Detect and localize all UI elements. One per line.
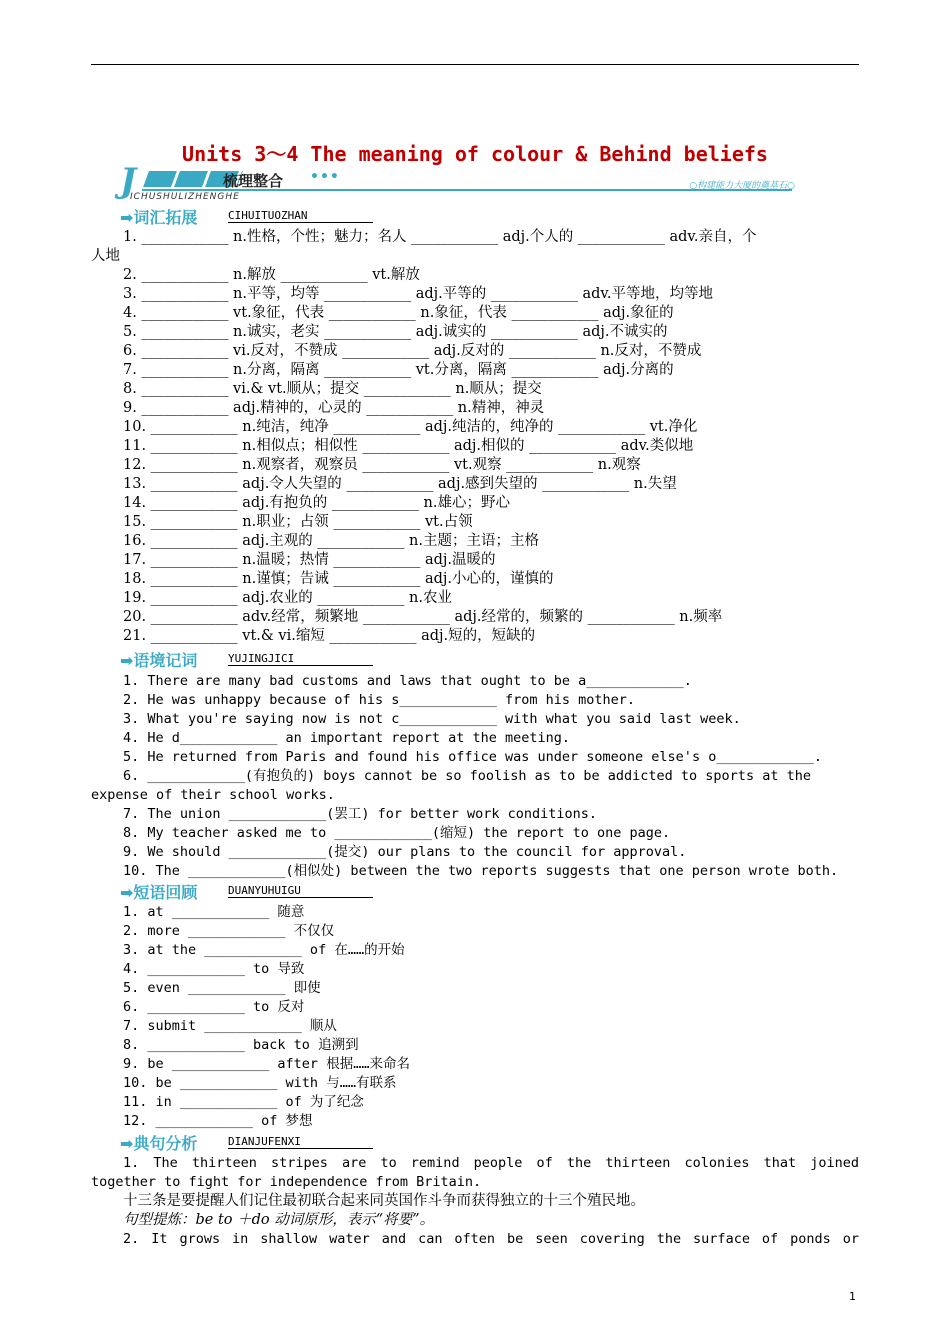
vocab-line: 12. ____________ n.观察者，观察员 ____________ vt.观察 ____________ n.观察 [123, 457, 641, 473]
sentence-pattern: 句型提炼：be to ＋do 动词原形，表示“将要”。 [123, 1212, 435, 1228]
context-line: 6. ____________(有抱负的) boys cannot be so foolish as to be addicted to sports at the [123, 768, 811, 784]
vocab-line: 15. ____________ n.职业；占领 ____________ vt.占领 [123, 514, 473, 530]
header-rule [91, 64, 859, 65]
banner-title: 梳理整合 [223, 172, 284, 190]
vocab-line: 11. ____________ n.相似点；相似性 ____________ adj.相似的 ____________ adv.类似地 [123, 438, 694, 454]
section-vocab-heading [120, 205, 380, 225]
vocab-line: 16. ____________ adj.主观的 ____________ n.主题；主语；主格 [123, 533, 539, 549]
context-line: 2. He was unhappy because of his s____________ from his mother. [123, 692, 636, 708]
phrase-line: 9. be ____________ after 根据……来命名 [123, 1056, 410, 1072]
vocab-line: 17. ____________ n.温暖；热情 ____________ adj.温暖的 [123, 552, 496, 568]
section-title: ➡典句分析 [120, 1134, 198, 1153]
vocab-line: 10. ____________ n.纯洁，纯净 ____________ adj.纯洁的，纯净的 ____________ vt.净化 [123, 419, 698, 435]
context-line: 7. The union ____________(罢工) for better work conditions. [123, 806, 598, 822]
context-line: 1. There are many bad customs and laws that ought to be a____________. [123, 673, 692, 689]
vocab-line: 2. ____________ n.解放 ____________ vt.解放 [123, 267, 420, 283]
context-line: 9. We should ____________(提交) our plans to the council for approval. [123, 844, 687, 860]
section-pinyin: CIHUITUOZHAN [228, 209, 373, 223]
sentence-line: 1. The thirteen stripes are to remind people of the thirteen colonies that joined [123, 1155, 859, 1171]
section-pinyin: YUJINGJICI [228, 652, 373, 666]
context-line: 4. He d____________ an important report at the meeting. [123, 730, 571, 746]
section-pinyin: DUANYUHUIGU [228, 884, 373, 898]
vocab-line: 13. ____________ adj.令人失望的 ____________ adj.感到失望的 ____________ n.失望 [123, 476, 677, 492]
section-title: ➡语境记词 [120, 651, 198, 670]
vocab-line: 20. ____________ adv.经常，频繁地 ____________ adj.经常的，频繁的 ____________ n.频率 [123, 609, 723, 625]
context-line: 3. What you're saying now is not c____________ with what you said last week. [123, 711, 741, 727]
vocab-line: 19. ____________ adj.农业的 ____________ n.农业 [123, 590, 452, 606]
banner-dots: ••• [310, 169, 340, 185]
page-title: Units 3～4 The meaning of colour & Behind beliefs [182, 142, 768, 166]
sentence-line: together to fight for independence from Britain. [91, 1174, 482, 1190]
vocab-line: 6. ____________ vi.反对，不赞成 ____________ adj.反对的 ____________ n.反对，不赞成 [123, 343, 702, 359]
banner-logo-letter: J [120, 161, 137, 201]
vocab-line: 21. ____________ vt.& vi.缩短 ____________ adj.短的，短缺的 [123, 628, 536, 644]
phrase-line: 11. in ____________ of 为了纪念 [123, 1094, 364, 1110]
phrase-line: 8. ____________ back to 追溯到 [123, 1037, 359, 1053]
banner-pinyin: ICHUSHULIZHENGHE [130, 192, 240, 202]
vocab-line: 3. ____________ n.平等，均等 ____________ adj.平等的 ____________ adv.平等地，均等地 [123, 286, 713, 302]
context-line: expense of their school works. [91, 787, 335, 803]
context-line: 5. He returned from Paris and found his office was under someone else's o____________. [123, 749, 822, 765]
vocab-line: 1. ____________ n.性格，个性；魅力；名人 ____________ adj.个人的 ____________ adv.亲自，个 [123, 229, 757, 245]
vocab-line: 18. ____________ n.谨慎；告诫 ____________ adj.小心的，谨慎的 [123, 571, 554, 587]
page-number: 1 [849, 1290, 856, 1303]
vocab-line: 5. ____________ n.诚实，老实 ____________ adj.诚实的 ____________ adj.不诚实的 [123, 324, 668, 340]
section-phrases-heading [120, 880, 380, 900]
sentence-line: 2. It grows in shallow water and can often be seen covering the surface of ponds or [123, 1231, 859, 1247]
phrase-line: 4. ____________ to 导致 [123, 961, 305, 977]
vocab-line: 8. ____________ vi.& vt.顺从；提交 ____________ n.顺从；提交 [123, 381, 542, 397]
section-banner [120, 161, 800, 203]
section-sentences-heading [120, 1131, 380, 1151]
phrase-line: 2. more ____________ 不仅仅 [123, 923, 335, 939]
phrase-line: 7. submit ____________ 顺从 [123, 1018, 337, 1034]
vocab-line: 9. ____________ adj.精神的，心灵的 ____________ n.精神，神灵 [123, 400, 545, 416]
phrase-line: 1. at ____________ 随意 [123, 904, 305, 920]
banner-slogan: ○构建能力大厦的奠基石○ [689, 181, 795, 191]
section-context-heading [120, 648, 380, 668]
vocab-line: 4. ____________ vt.象征，代表 ____________ n.象征，代表 ____________ adj.象征的 [123, 305, 674, 321]
section-title: ➡短语回顾 [120, 883, 198, 902]
vocab-line: 7. ____________ n.分离，隔离 ____________ vt.分离，隔离 ____________ adj.分离的 [123, 362, 674, 378]
phrase-line: 6. ____________ to 反对 [123, 999, 305, 1015]
context-line: 8. My teacher asked me to ____________(缩短) the report to one page. [123, 825, 671, 841]
section-pinyin: DIANJUFENXI [228, 1135, 373, 1149]
vocab-line: 14. ____________ adj.有抱负的 ____________ n.雄心；野心 [123, 495, 510, 511]
phrase-line: 3. at the ____________ of 在……的开始 [123, 942, 405, 958]
phrase-line: 5. even ____________ 即使 [123, 980, 321, 996]
vocab-line: 人地 [91, 248, 120, 264]
phrase-line: 12. ____________ of 梦想 [123, 1113, 313, 1129]
sentence-translation: 十三条是要提醒人们记住最初联合起来同英国作斗争而获得独立的十三个殖民地。 [123, 1193, 645, 1209]
section-title: ➡词汇拓展 [120, 208, 198, 227]
context-line: 10. The ____________(相似处) between the two reports suggests that one person wrote both. [123, 863, 839, 879]
phrase-line: 10. be ____________ with 与……有联系 [123, 1075, 397, 1091]
